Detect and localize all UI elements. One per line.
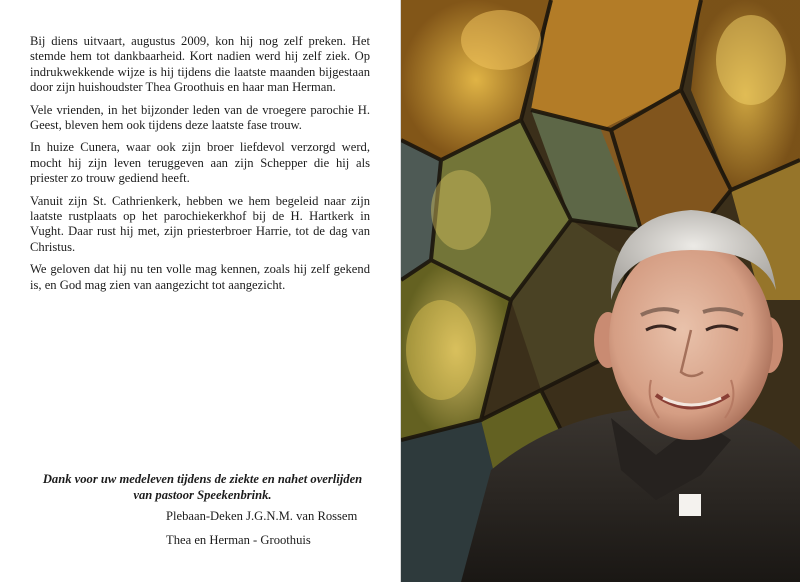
portrait-illustration xyxy=(401,0,800,582)
paragraph-funeral: Bij diens uitvaart, augustus 2009, kon hij nog zelf preken. Het stemde hem tot dankbaarheid. Kort nadien werd hij zelf ziek. Op indrukwekkende wijze is hij tijdens die laatste maanden bijgestaan door zijn huishoudster Thea Groothuis en haar man Herman. xyxy=(30,34,370,95)
thanks-line: van pastoor Speekenbrink. xyxy=(133,487,272,502)
signer-name: Thea en Herman - Groothuis xyxy=(166,533,311,547)
paragraph-friends: Vele vrienden, in het bijzonder leden van de vroegere parochie H. Geest, bleven hem ook tijdens deze laatste fase trouw. xyxy=(30,102,370,133)
thanks-note xyxy=(30,472,375,503)
paragraph-burial: Vanuit zijn St. Cathrienkerk, hebben we hem begeleid naar zijn laatste rustplaats op het parochiekerkhof bij de H. Hartkerk in Vught. Daar rust hij met, zijn priesterbroer Harrie, tot de dag van Christus. xyxy=(30,193,370,254)
paragraph-cunera: In huize Cunera, waar ook zijn broer liefdevol verzorgd werd, mocht hij zijn leven teruggeven aan zijn Schepper die hij als priester zo trouw gediend heeft. xyxy=(30,140,370,186)
memorial-text xyxy=(30,34,370,300)
thanks-line: Dank voor uw medeleven tijdens de ziekte en nahet overlijden xyxy=(42,472,363,486)
portrait-photo xyxy=(401,0,800,582)
paragraph-faith: We geloven dat hij nu ten volle mag kennen, zoals hij zelf gekend is, en God mag zien van aangezicht tot aangezicht. xyxy=(30,262,370,292)
signer-name: Plebaan-Deken J.G.N.M. van Rossem xyxy=(166,509,358,523)
